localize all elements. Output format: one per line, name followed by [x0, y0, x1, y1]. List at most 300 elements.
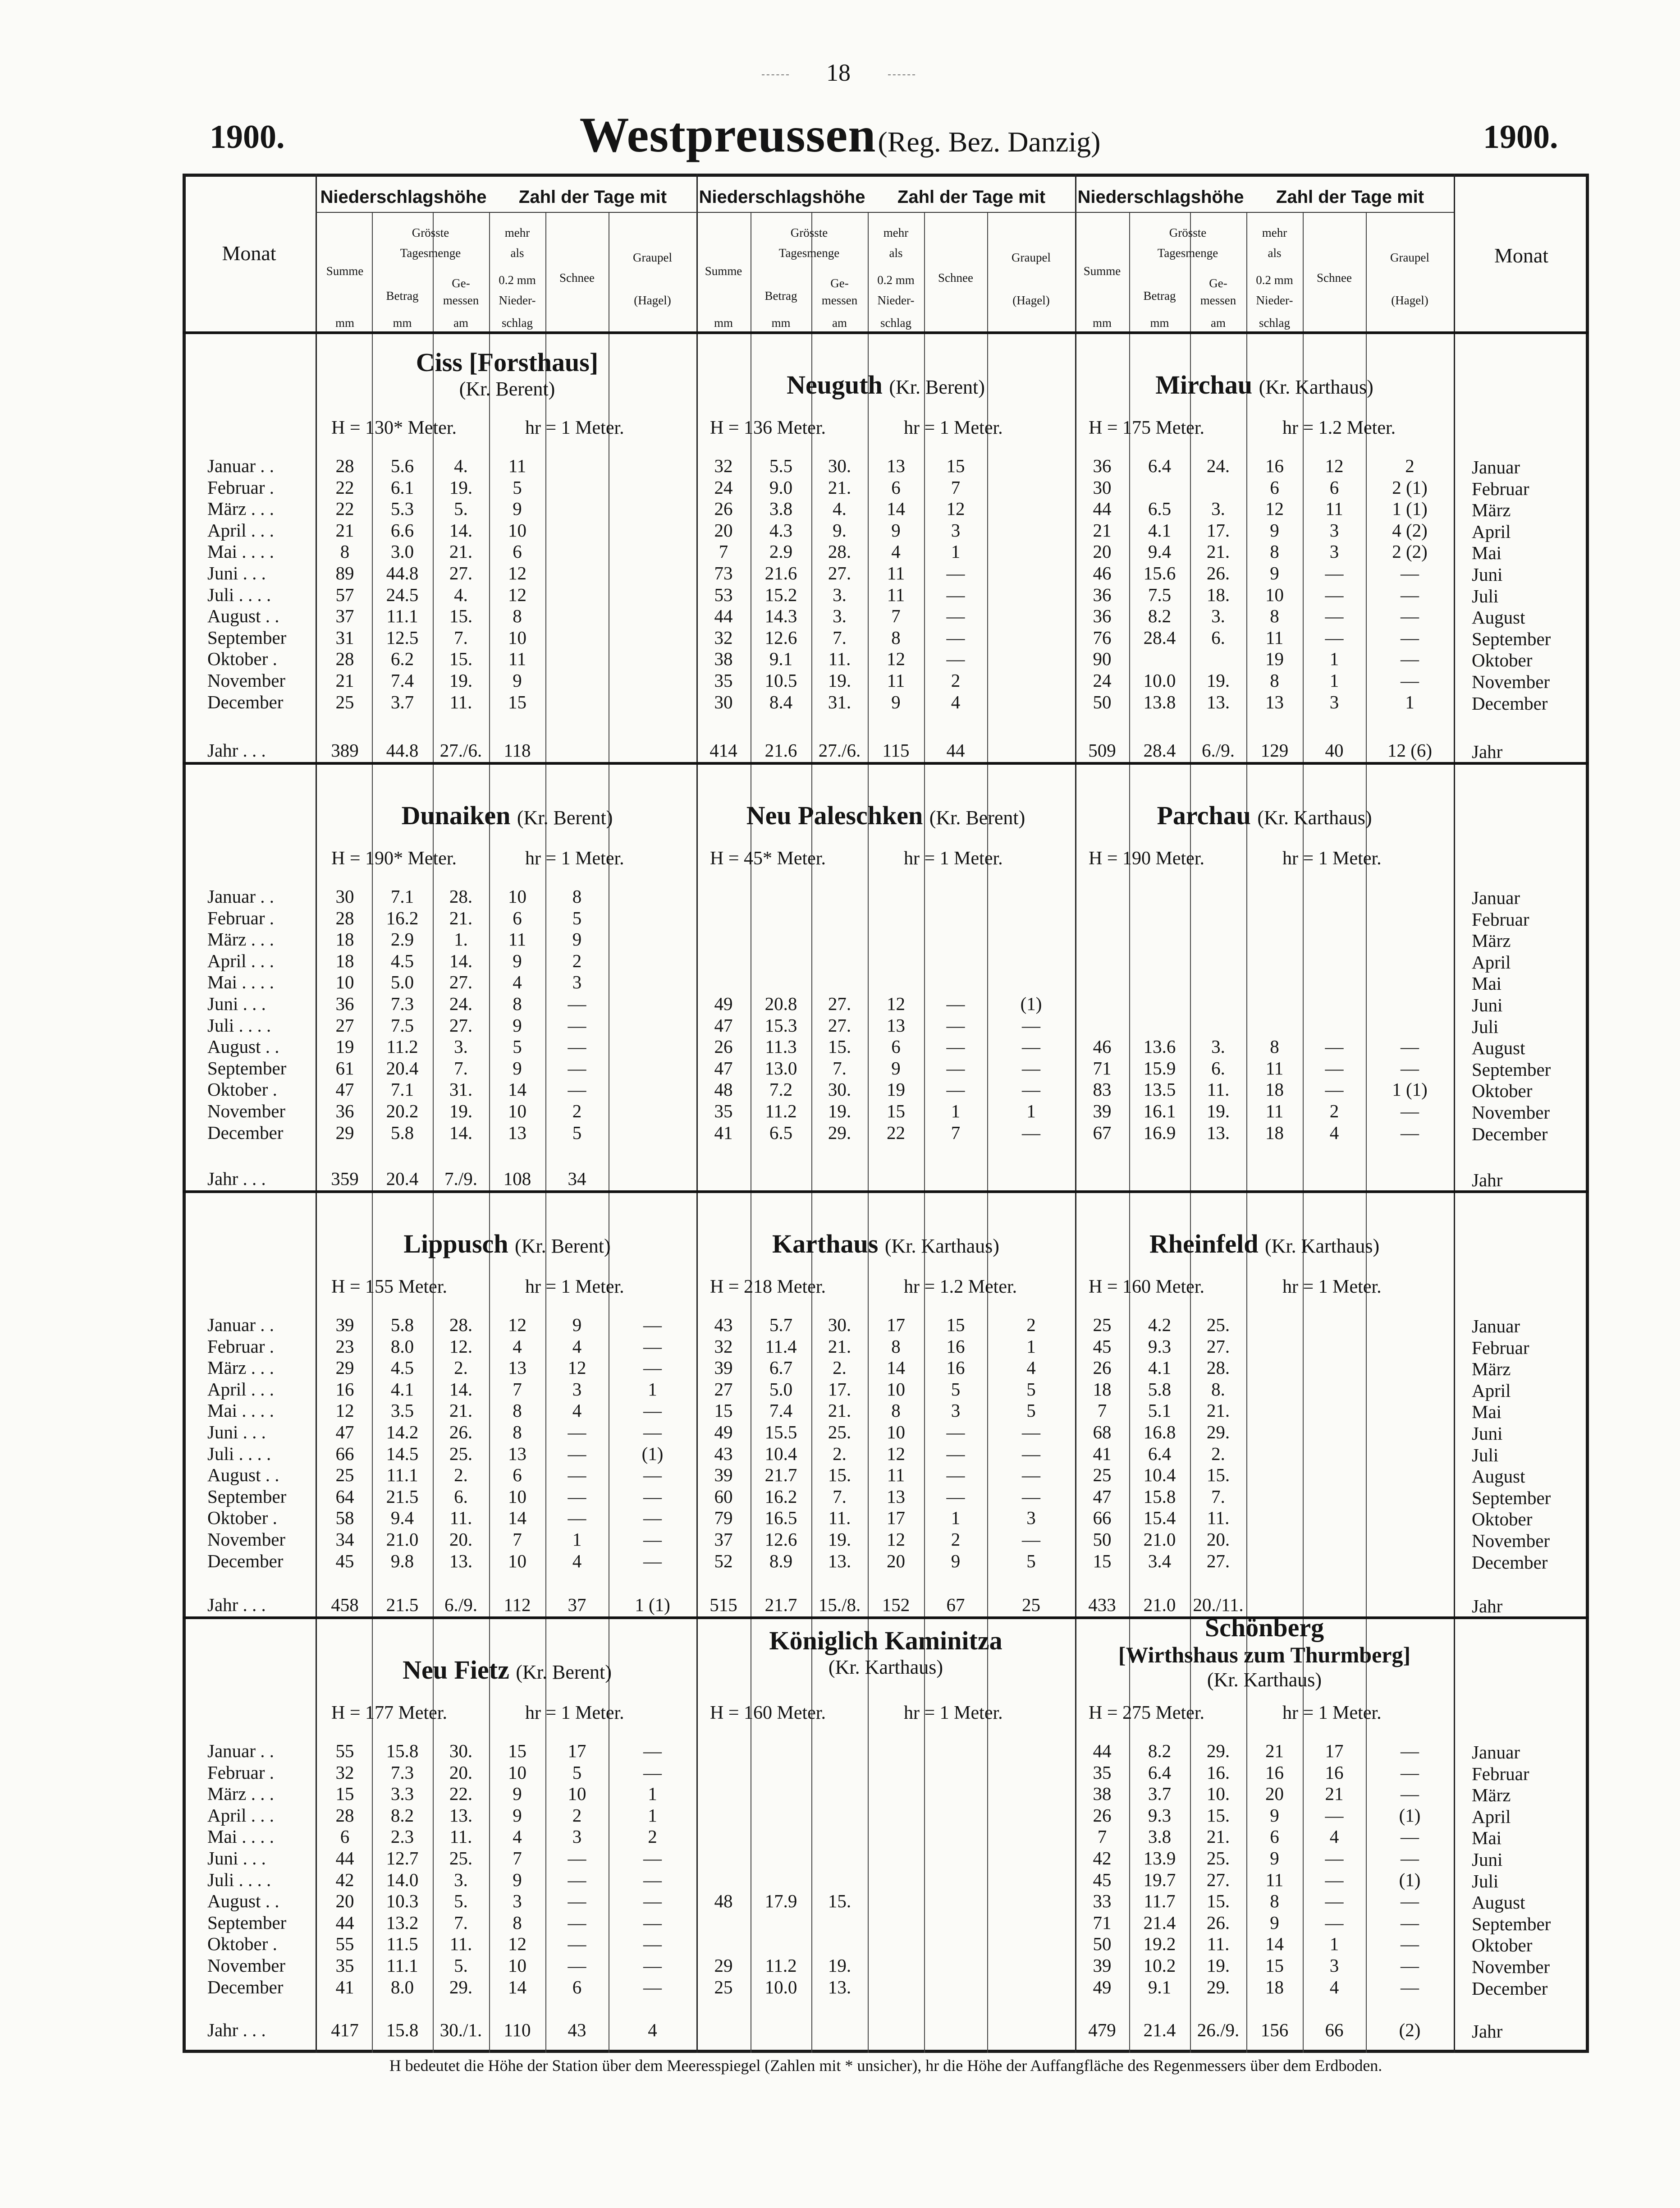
- data-cell: 32: [714, 1336, 733, 1357]
- data-cell: 3.5: [390, 1400, 414, 1421]
- data-cell: 14.5: [386, 1443, 419, 1464]
- header-hagel: (Hagel): [1012, 294, 1050, 307]
- data-cell: [1303, 1336, 1366, 1358]
- data-cell: (1): [1399, 1869, 1421, 1890]
- station-hr: hr = 1.2 Meter.: [1282, 418, 1396, 438]
- data-cell: 36: [1093, 455, 1112, 476]
- data-cell: 19.7: [1143, 1869, 1176, 1890]
- month-label: August . .: [207, 606, 279, 627]
- data-cell: 15.: [828, 1891, 851, 1912]
- station-district: (Kr. Berent): [929, 807, 1025, 829]
- data-cell: 5.: [454, 498, 468, 519]
- month-label: Februar .: [207, 477, 275, 498]
- station-height: H = 190* Meter.: [331, 848, 457, 869]
- data-cell: 17.: [1206, 519, 1230, 541]
- data-cell: [1366, 1443, 1454, 1465]
- data-cell: 66: [335, 1443, 354, 1464]
- year-cell: 515: [710, 1594, 737, 1615]
- data-cell: 46: [1093, 562, 1112, 583]
- data-cell: 35: [1093, 1762, 1112, 1783]
- station-name: Rheinfeld: [1149, 1229, 1265, 1258]
- data-cell: [609, 584, 696, 606]
- data-cell: 12: [887, 1443, 905, 1464]
- data-cell: [751, 1805, 811, 1827]
- month-label: März: [1472, 930, 1511, 951]
- data-column: [751, 1740, 811, 1998]
- year-cell: 15./8.: [818, 1594, 861, 1615]
- section-divider: [183, 1190, 1589, 1193]
- data-cell: 2.: [833, 1357, 847, 1378]
- data-cell: 9: [891, 691, 901, 712]
- data-column: [811, 1740, 868, 1998]
- data-cell: 15.8: [386, 1740, 419, 1761]
- data-column: [545, 886, 609, 1143]
- month-label: November: [207, 1529, 286, 1550]
- data-cell: 6.2: [390, 648, 414, 670]
- data-cell: 7: [513, 1847, 522, 1868]
- data-cell: [1190, 929, 1246, 950]
- data-cell: 11.: [828, 1507, 851, 1529]
- data-cell: [696, 950, 751, 972]
- data-cell: 13.: [449, 1804, 473, 1826]
- data-cell: [1246, 929, 1303, 950]
- data-cell: —: [568, 1933, 586, 1955]
- month-label: November: [1472, 671, 1550, 692]
- data-cell: 22: [335, 498, 354, 519]
- data-column: [924, 1740, 987, 1998]
- data-cell: [1303, 950, 1366, 972]
- data-cell: 4: [1329, 1826, 1339, 1847]
- data-cell: [609, 692, 696, 713]
- data-cell: 19.: [449, 670, 473, 691]
- data-cell: —: [1401, 1783, 1419, 1804]
- month-label: Januar . .: [207, 455, 275, 476]
- data-cell: 12: [1265, 498, 1284, 519]
- year-cell: 6./9.: [1202, 740, 1235, 761]
- data-column: [696, 455, 751, 713]
- data-cell: 1: [1329, 1933, 1339, 1955]
- data-cell: —: [643, 1912, 662, 1933]
- data-cell: [609, 972, 696, 993]
- data-cell: 29: [335, 1357, 354, 1378]
- data-cell: 45: [1093, 1869, 1112, 1890]
- data-column: [1075, 1740, 1129, 1998]
- data-cell: 21.: [1206, 541, 1230, 562]
- data-cell: 11.7: [1144, 1891, 1176, 1912]
- station-name: Schönberg: [1204, 1613, 1324, 1642]
- data-cell: [545, 670, 609, 692]
- data-cell: [868, 1933, 924, 1955]
- footnote: H bedeutet die Höhe der Station über dem Meeresspiegel (Zahlen mit * unsicher), hr die Höhe der Auffangfläche des Regenmessers über dem Erdboden.: [389, 2057, 1382, 2075]
- data-cell: —: [568, 1847, 586, 1868]
- month-label: August: [1472, 1466, 1525, 1487]
- data-cell: —: [1325, 1079, 1344, 1100]
- data-cell: 21.: [828, 1336, 851, 1357]
- data-cell: 32: [714, 627, 733, 648]
- data-cell: [1246, 908, 1303, 929]
- year-cell: (2): [1399, 2020, 1421, 2040]
- data-cell: [1366, 1507, 1454, 1529]
- month-label: Oktober .: [207, 1507, 277, 1529]
- data-cell: 23: [335, 1336, 354, 1357]
- data-cell: —: [946, 993, 965, 1014]
- station-name: Neuguth: [787, 370, 889, 399]
- data-cell: 30.: [449, 1740, 473, 1761]
- data-cell: [924, 1977, 987, 1998]
- data-cell: [545, 563, 609, 584]
- data-cell: [811, 1912, 868, 1934]
- data-cell: 21.: [828, 1400, 851, 1421]
- data-cell: 4: [891, 541, 901, 562]
- data-cell: [987, 886, 1075, 908]
- data-cell: 83: [1093, 1079, 1112, 1100]
- data-cell: [924, 1933, 987, 1955]
- data-cell: —: [568, 1912, 586, 1933]
- station-hr: hr = 1 Meter.: [525, 1276, 624, 1297]
- data-cell: [987, 670, 1075, 692]
- data-cell: [696, 1933, 751, 1955]
- data-cell: 27.: [1206, 1550, 1230, 1571]
- data-column: [751, 455, 811, 713]
- data-column: [1190, 886, 1246, 1143]
- data-cell: 7: [513, 1378, 522, 1400]
- data-cell: [609, 886, 696, 908]
- data-cell: [1246, 1529, 1303, 1551]
- month-label: September: [207, 1057, 287, 1079]
- data-cell: [1366, 950, 1454, 972]
- header-groesste: Grösste: [412, 226, 449, 239]
- data-cell: 5.: [454, 1955, 468, 1976]
- data-cell: 13: [887, 1014, 905, 1036]
- header-mm: mm: [771, 316, 791, 330]
- title-text: Westpreussen: [579, 107, 876, 162]
- data-cell: 8.2: [1148, 606, 1172, 627]
- month-label: Januar: [1472, 1742, 1520, 1763]
- data-cell: 11: [887, 584, 905, 605]
- year-cell: 12 (6): [1387, 740, 1433, 761]
- data-cell: [1303, 1422, 1366, 1443]
- data-cell: 4.3: [769, 519, 793, 541]
- month-label: April: [1472, 1806, 1511, 1827]
- data-cell: 7: [951, 477, 961, 498]
- month-label: August . .: [207, 1891, 279, 1912]
- data-cell: 11.1: [386, 1955, 418, 1976]
- station-hr: hr = 1 Meter.: [904, 848, 1003, 869]
- data-cell: 24.5: [386, 584, 419, 605]
- data-cell: [1075, 908, 1129, 929]
- data-column: [1075, 1314, 1129, 1572]
- data-cell: 8: [1270, 541, 1279, 562]
- station-name: Parchau: [1157, 801, 1258, 830]
- data-cell: 5.5: [769, 455, 793, 476]
- data-cell: 79: [714, 1507, 733, 1529]
- data-cell: 6: [513, 907, 522, 928]
- data-cell: 7.: [454, 627, 468, 648]
- data-cell: [696, 1912, 751, 1934]
- month-label: Juli: [1472, 585, 1499, 606]
- data-cell: 12.6: [764, 1529, 797, 1550]
- data-cell: —: [946, 1036, 965, 1057]
- data-column: [1129, 1314, 1190, 1572]
- data-cell: 9: [1270, 1847, 1279, 1868]
- data-cell: [1303, 1314, 1366, 1336]
- data-cell: —: [568, 1036, 586, 1057]
- data-cell: 7: [1097, 1400, 1107, 1421]
- month-label: Juni . . .: [207, 1847, 266, 1868]
- month-label: September: [1472, 1487, 1551, 1508]
- data-cell: 5.6: [390, 455, 414, 476]
- data-cell: [696, 1848, 751, 1869]
- data-cell: [868, 1977, 924, 1998]
- data-cell: [1366, 1379, 1454, 1400]
- data-cell: 13.8: [1143, 691, 1176, 712]
- data-cell: 25.: [828, 1421, 851, 1442]
- data-cell: [1366, 1551, 1454, 1572]
- data-cell: 15.5: [764, 1421, 797, 1442]
- data-cell: —: [1022, 1464, 1040, 1486]
- data-cell: 13: [508, 1357, 526, 1378]
- month-label: April . . .: [207, 519, 275, 541]
- data-cell: 68: [1093, 1421, 1112, 1442]
- data-cell: 31.: [449, 1079, 473, 1100]
- data-column: [1246, 1314, 1303, 1572]
- data-column: [433, 1740, 489, 1998]
- month-label: Januar . .: [207, 1740, 275, 1761]
- data-cell: —: [643, 1933, 662, 1955]
- data-cell: [924, 950, 987, 972]
- data-cell: 16.: [1206, 1762, 1230, 1783]
- data-cell: 15.: [449, 606, 473, 627]
- data-cell: 1: [1405, 691, 1414, 712]
- header-als: als: [1268, 246, 1282, 260]
- data-cell: 21.0: [1143, 1529, 1176, 1550]
- data-cell: 14.3: [764, 606, 797, 627]
- station-hr: hr = 1 Meter.: [525, 848, 624, 869]
- data-cell: [987, 1977, 1075, 1998]
- station-header: [318, 800, 696, 831]
- month-label: Juli: [1472, 1016, 1499, 1037]
- data-cell: [545, 692, 609, 713]
- station-height: H = 160 Meter.: [710, 1703, 826, 1723]
- data-cell: [609, 908, 696, 929]
- month-label: Juli: [1472, 1870, 1499, 1891]
- data-cell: 14: [508, 1976, 526, 1997]
- data-column: [987, 1314, 1075, 1572]
- data-cell: [1303, 1507, 1366, 1529]
- data-cell: 71: [1093, 1057, 1112, 1079]
- data-cell: 15.9: [1143, 1057, 1176, 1079]
- data-cell: 19.: [449, 477, 473, 498]
- data-cell: [609, 950, 696, 972]
- data-cell: 1: [951, 1100, 961, 1121]
- data-cell: [987, 1955, 1075, 1977]
- data-column: [1246, 1740, 1303, 1998]
- data-cell: 11.: [1207, 1933, 1230, 1955]
- data-cell: 4.5: [390, 950, 414, 971]
- month-label: September: [1472, 628, 1551, 649]
- data-cell: —: [643, 1762, 662, 1783]
- data-cell: 5: [572, 1762, 582, 1783]
- data-cell: [811, 1762, 868, 1784]
- data-cell: 11: [887, 562, 905, 583]
- data-column: [489, 886, 545, 1143]
- data-cell: 27: [714, 1378, 733, 1400]
- month-label: Oktober .: [207, 648, 277, 670]
- data-cell: —: [1401, 562, 1419, 583]
- data-cell: [609, 477, 696, 499]
- data-cell: 15.2: [764, 584, 797, 605]
- data-cell: 45: [335, 1550, 354, 1571]
- data-cell: [609, 1036, 696, 1058]
- data-cell: [811, 1805, 868, 1827]
- data-cell: 12: [887, 1529, 905, 1550]
- month-column: [207, 455, 316, 713]
- month-label: August: [1472, 1037, 1525, 1059]
- month-label: December: [1472, 1552, 1548, 1573]
- data-cell: [811, 908, 868, 929]
- data-cell: 10: [508, 519, 526, 541]
- data-cell: 10.3: [386, 1891, 419, 1912]
- data-cell: 37: [335, 606, 354, 627]
- data-cell: 1: [951, 1507, 961, 1529]
- data-cell: 19.: [1206, 1100, 1230, 1121]
- data-cell: 11.5: [386, 1933, 418, 1955]
- data-cell: [1075, 950, 1129, 972]
- data-cell: 31.: [828, 691, 851, 712]
- data-cell: 13.5: [1143, 1079, 1176, 1100]
- data-cell: [987, 1826, 1075, 1848]
- data-cell: [609, 670, 696, 692]
- data-cell: [868, 950, 924, 972]
- data-cell: 20.2: [386, 1100, 419, 1121]
- data-cell: 4.: [454, 455, 468, 476]
- year-cell: 15.8: [386, 2020, 419, 2040]
- data-cell: 7.1: [390, 886, 414, 907]
- data-cell: 3: [1329, 691, 1339, 712]
- data-cell: 10: [887, 1378, 905, 1400]
- header-als: als: [889, 246, 903, 260]
- data-cell: 3.: [454, 1869, 468, 1890]
- data-cell: [924, 908, 987, 929]
- data-cell: 28: [335, 455, 354, 476]
- data-cell: 13.: [449, 1550, 473, 1571]
- data-cell: [868, 1805, 924, 1827]
- data-cell: 10: [508, 1762, 526, 1783]
- data-cell: 3: [1026, 1507, 1036, 1529]
- data-cell: [1303, 908, 1366, 929]
- month-label: Februar .: [207, 1762, 275, 1783]
- data-cell: 8: [891, 1336, 901, 1357]
- data-cell: 9: [1270, 519, 1279, 541]
- data-cell: [1366, 972, 1454, 993]
- data-cell: [1246, 1015, 1303, 1037]
- station-district: (Kr. Berent): [889, 376, 985, 398]
- header-am: am: [453, 316, 468, 330]
- data-cell: —: [643, 1847, 662, 1868]
- data-cell: 35: [335, 1955, 354, 1976]
- header-tagesmenge: Tagesmenge: [1157, 246, 1218, 260]
- data-cell: [1366, 886, 1454, 908]
- data-cell: —: [946, 1443, 965, 1464]
- data-cell: [545, 627, 609, 649]
- data-column: [868, 1314, 924, 1572]
- year-cell: 115: [882, 740, 910, 761]
- month-label: März: [1472, 500, 1511, 521]
- data-cell: 22.: [449, 1783, 473, 1804]
- header-zahl-tage: Zahl der Tage mit: [1276, 187, 1424, 207]
- data-cell: 5.8: [1148, 1378, 1172, 1400]
- data-cell: 46: [1093, 1036, 1112, 1057]
- month-label: September: [207, 1486, 287, 1507]
- data-cell: —: [1401, 1036, 1419, 1057]
- data-column: [1190, 1314, 1246, 1572]
- data-cell: [696, 972, 751, 993]
- data-cell: 4: [513, 1336, 522, 1357]
- month-label: März: [1472, 1359, 1511, 1380]
- data-cell: 24: [714, 477, 733, 498]
- data-cell: 19.: [828, 1529, 851, 1550]
- data-cell: 11.2: [765, 1100, 797, 1121]
- data-cell: 4: [572, 1550, 582, 1571]
- data-cell: 7.: [1211, 1486, 1225, 1507]
- data-cell: 18: [1265, 1079, 1284, 1100]
- data-cell: [751, 929, 811, 950]
- data-cell: —: [946, 606, 965, 627]
- header-gemessen: messen: [821, 294, 858, 307]
- data-cell: 1 (1): [1392, 1079, 1428, 1100]
- station-height: H = 177 Meter.: [331, 1703, 447, 1723]
- data-cell: [1303, 1400, 1366, 1422]
- data-cell: [1129, 886, 1190, 908]
- data-cell: 4.1: [1148, 519, 1172, 541]
- data-cell: [987, 1912, 1075, 1934]
- data-cell: [868, 1912, 924, 1934]
- data-cell: 9: [513, 1869, 522, 1890]
- data-cell: 41: [714, 1122, 733, 1143]
- data-cell: —: [1401, 1122, 1419, 1143]
- data-cell: 10: [508, 1550, 526, 1571]
- data-cell: 13: [1265, 691, 1284, 712]
- station-hr: hr = 1 Meter.: [525, 418, 624, 438]
- data-cell: 18: [335, 929, 354, 950]
- data-cell: [811, 1783, 868, 1805]
- data-column: [868, 886, 924, 1143]
- data-column: [1246, 455, 1303, 713]
- year-cell: 1 (1): [635, 1594, 670, 1615]
- data-cell: 29.: [449, 1976, 473, 1997]
- data-cell: [1075, 1015, 1129, 1037]
- data-cell: 10.2: [1143, 1955, 1176, 1976]
- data-cell: —: [643, 1464, 662, 1486]
- data-cell: —: [1401, 606, 1419, 627]
- month-label: Mai: [1472, 1401, 1502, 1423]
- data-cell: [751, 1783, 811, 1805]
- month-label: März . . .: [207, 498, 275, 519]
- data-cell: 25: [1093, 1314, 1112, 1335]
- data-cell: [545, 541, 609, 563]
- data-cell: 8: [1270, 1036, 1279, 1057]
- data-cell: —: [946, 648, 965, 670]
- data-cell: 15.3: [764, 1014, 797, 1036]
- data-cell: 10: [335, 972, 354, 993]
- data-cell: 13.: [828, 1976, 851, 1997]
- data-cell: 1: [1026, 1100, 1036, 1121]
- data-cell: 57: [335, 584, 354, 605]
- data-column: [489, 1740, 545, 1998]
- data-cell: [751, 908, 811, 929]
- data-cell: 9.: [833, 519, 847, 541]
- data-cell: —: [1022, 1036, 1040, 1057]
